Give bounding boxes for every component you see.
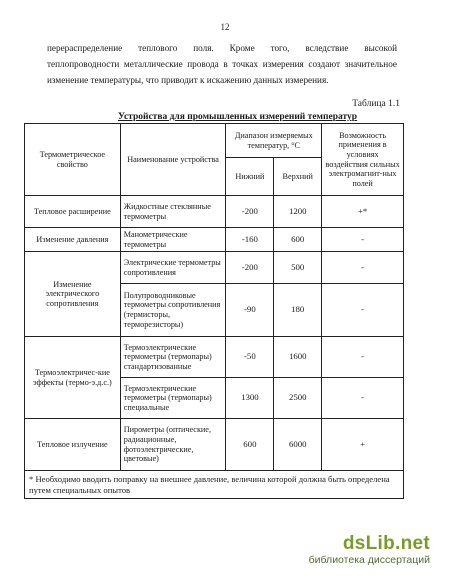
upper-cell: 2500 [274, 378, 322, 419]
upper-cell: 1200 [274, 196, 322, 228]
group-cell: Тепловое излучение [25, 419, 121, 471]
group-cell: Изменение электрического сопротивления [25, 252, 121, 337]
device-cell: Электрические термометры сопротивления [120, 252, 226, 284]
device-cell: Жидкостные стеклянные термометры [120, 196, 226, 228]
emf-cell: +* [322, 196, 404, 228]
lower-cell: 1300 [226, 378, 274, 419]
lower-cell: -200 [226, 252, 274, 284]
lower-cell: 600 [226, 419, 274, 471]
group-cell: Тепловое расширение [25, 196, 121, 228]
page-number: 12 [220, 22, 230, 32]
watermark-logo: dsLib.net [342, 533, 430, 554]
table-row [25, 252, 404, 284]
emf-cell: - [322, 252, 404, 284]
device-cell: Термоэлектрические термометры (термопары) стандартизованные [120, 337, 226, 378]
body-paragraph [47, 40, 397, 88]
upper-cell: 600 [274, 228, 322, 252]
device-cell: Термоэлектрические термометры (термопары) специальные [120, 378, 226, 419]
header-upper: Верхний [274, 158, 322, 196]
footnote-row [25, 471, 404, 499]
paragraph-line: изменение температуры, что приводит к искажению данных измерения. [47, 75, 329, 85]
temperature-devices-table [24, 123, 404, 499]
watermark [309, 533, 430, 566]
lower-cell: -200 [226, 196, 274, 228]
lower-cell: -90 [226, 284, 274, 337]
table-number: Таблица 1.1 [352, 99, 400, 109]
header-device: Наименование устройства [120, 124, 226, 196]
lower-cell: -160 [226, 228, 274, 252]
upper-cell: 1600 [274, 337, 322, 378]
upper-cell: 6000 [274, 419, 322, 471]
group-cell: Термоэлектричес-кие эффекты (термо-э.д.с.) [25, 337, 121, 419]
device-cell: Пирометры (оптические, радиационные, фотоэлектрические, цветовые) [120, 419, 226, 471]
emf-cell: - [322, 337, 404, 378]
table-row [25, 419, 404, 471]
emf-cell: + [322, 419, 404, 471]
paragraph-line: теплопроводности металлические провода в точках измерения создают значительное [47, 59, 397, 69]
header-range: Диапазон измеряемых температур, °С [226, 124, 322, 158]
table-footnote: * Необходимо вводить поправку на внешнее давление, величина которой должна быть определена путем специальных опытов [25, 471, 404, 499]
lower-cell: -50 [226, 337, 274, 378]
upper-cell: 500 [274, 252, 322, 284]
watermark-caption: библиотека диссертаций [308, 554, 430, 566]
emf-cell: - [322, 284, 404, 337]
table-row [25, 228, 404, 252]
header-emf: Возможность применения в условиях воздействия сильных электромагнит-ных полей [322, 124, 404, 196]
table-row [25, 196, 404, 228]
emf-cell: - [322, 228, 404, 252]
upper-cell: 180 [274, 284, 322, 337]
emf-cell: - [322, 378, 404, 419]
header-lower: Нижний [226, 158, 274, 196]
device-cell: Манометрические термометры [120, 228, 226, 252]
table-title: Устройства для промышленных измерений температур [118, 112, 358, 122]
table-row [25, 337, 404, 378]
device-cell: Полупроводниковые термометры сопротивления (термисторы, терморезисторы) [120, 284, 226, 337]
group-cell: Изменение давления [25, 228, 121, 252]
header-row [25, 124, 404, 158]
header-property: Термометрическое свойство [25, 124, 121, 196]
paragraph-line: перераспределение теплового поля. Кроме того, вследствие высокой [47, 43, 397, 53]
